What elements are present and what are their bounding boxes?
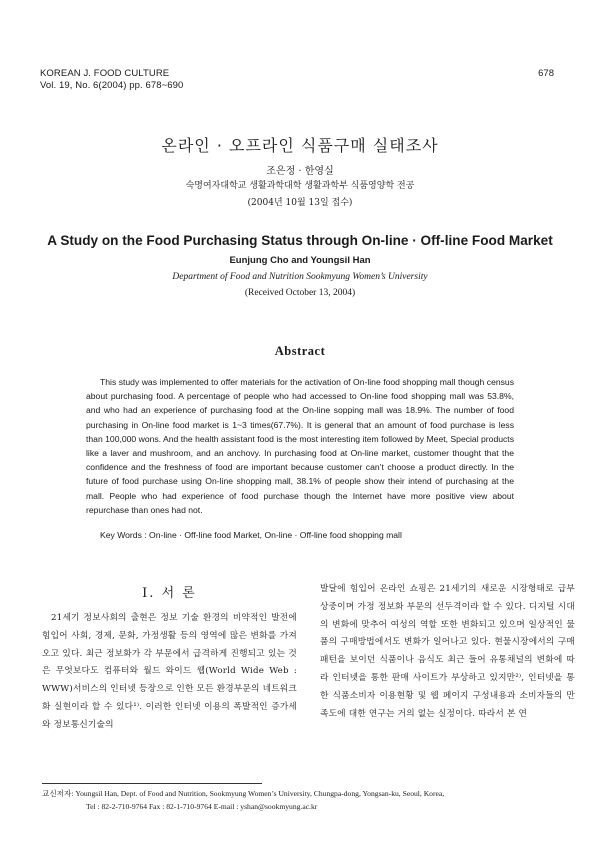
- journal-volume: Vol. 19, No. 6(2004) pp. 678~690: [40, 80, 184, 91]
- footnote-divider: [42, 783, 262, 784]
- body-column-right: 발달에 힘입어 온라인 쇼핑은 21세기의 새로운 시장형태로 급부상중이며 가정 정보화 부문의 선두격이라 할 수 있다. 디지털 시대의 변화에 맞추어 여성의 역할 또한 변화되고 있으며 일상적인 물품의 구매방법에서도 변화가 일어나고 있다. 현물시장에서의 구매패턴을 보이던 식품이나 음식도 최근 들어 유통채널의 변화에 따라 인터넷을 통한 판매 사이트가 부상하고 있지만²⁾, 인터넷을 통한 식품소비자 이용현황 및 웹 페이지 구성내용과 소비자들의 만족도에 대한 연구는 거의 없는 실정이다. 따라서 본 연: [320, 584, 575, 719]
- keywords: Key Words : On-line · Off-line food Market, On-line · Off-line food shopping mall: [100, 530, 402, 540]
- english-received-date: (Received October 13, 2004): [244, 288, 356, 298]
- english-title: A Study on the Food Purchasing Status through On-line · Off-line Food Market: [47, 233, 553, 248]
- footnote-line-1: 교신저자: Youngsil Han, Dept. of Food and Nutrition, Sookmyung Women’s University, Chungpa-dong, Yongsan-ku, Seoul, Korea,: [42, 789, 445, 798]
- section-heading-introduction: I. 서 론: [142, 586, 197, 601]
- footnote-line-2: Tel : 82-2-710-9764 Fax : 82-1-710-9764 E-mail : yshan@sookmyung.ac.kr: [86, 801, 318, 811]
- korean-title: 온라인 · 오프라인 식품구매 실태조사: [161, 136, 439, 155]
- journal-header: [40, 68, 183, 92]
- english-authors: Eunjung Cho and Youngsil Han: [229, 255, 371, 266]
- abstract-body: [86, 375, 514, 517]
- body-column-left: [42, 610, 297, 735]
- journal-name: KOREAN J. FOOD CULTURE: [40, 68, 170, 79]
- korean-affiliation: 숙명여자대학교 생활과학대학 생활과학부 식품영양학 전공: [185, 181, 415, 191]
- korean-authors: 조은정 · 한영실: [266, 166, 334, 177]
- english-affiliation: Department of Food and Nutrition Sookmyung Women’s University: [172, 272, 428, 282]
- abstract-heading: Abstract: [274, 344, 326, 358]
- abstract-text: This study was implemented to offer materials for the activation of On-line food shopping mall though census about purchasing food. A percentage of people who had accessed to On-line food shopping mall was 53.8%, and who had an experience of purchasing food at the On-line sopping mall was 18.9%. The number of food purchasing in On-line food market is 1~3 times(67.7%). It is general that an amount of food purchase is less than 100,000 wons. And the health assistant food is the most interesting item followed by Meet, Special products like a laver and mushroom, and an anchovy. In purchasing food at On-line market, customer thought that the confidence and the freshness of food are important because customer can’t choose a product directly. In the future of food purchase using On-line shopping mall, 38.1% of people show their intend of purchasing at the mall. People who had experience of food purchase though the Internet have more positive view about repurchase than ones had not.: [86, 377, 514, 515]
- footnote: [42, 788, 562, 813]
- page-number: 678: [538, 68, 554, 79]
- korean-received-date: (2004년 10월 13일 접수): [247, 198, 353, 208]
- body-left-text: 21세기 정보사회의 출현은 정보 기술 환경의 비약적인 발전에 힘입어 사회, 경제, 문화, 가정생활 등의 영역에 많은 변화를 가져오고 있다. 최근 정보화가 각 부문에서 급격하게 진행되고 있는 것은 무엇보다도 컴퓨터와 월드 와이드 웹(World Wide Web : WWW)서비스의 인터넷 등장으로 인한 모든 환경부문의 네트워크화 실현이라 할 수 있다¹⁾. 이러한 인터넷 이용의 폭발적인 증가세와 정보통신기술의: [42, 613, 297, 730]
